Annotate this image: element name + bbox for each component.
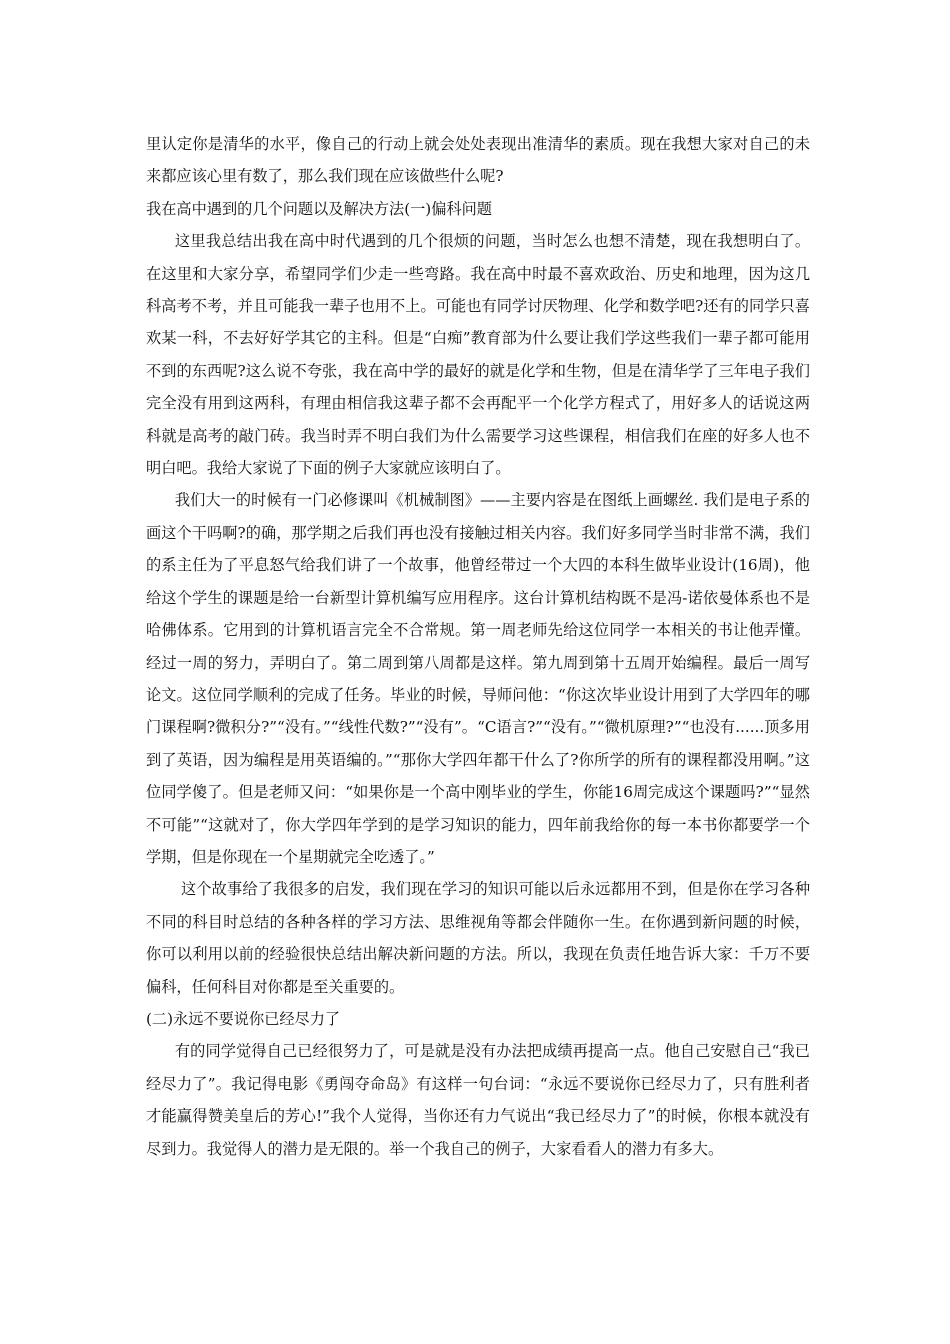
paragraph-mechanical-drawing-story: 我们大一的时候有一门必修课叫《机械制图》——主要内容是在图纸上画螺丝. 我们是电子系的画这个干吗啊?的确，那学期之后我们再也没有接触过相关内容。我们好多同学当时非常不满，我们的系主任为了平息怒气给我们讲了一个故事，他曾经带过一个大四的本科生做毕业设计(16周)，他给这个学生的课题是给一台新型计算机编写应用程序。这台计算机结构既不是冯-诺依曼体系也不是哈佛体系。它用到的计算机语言完全不合常规。第一周老师先给这位同学一本相关的书让他弄懂。经过一周的努力，弄明白了。第二周到第八周都是这样。第九周到第十五周开始编程。最后一周写论文。这位同学顺利的完成了任务。毕业的时候，导师问他：“你这次毕业设计用到了大学四年的哪门课程啊?微积分?”“没有。”“线性代数?”“没有”。“C语言?”“没有。”“微机原理?”“也没有......顶多用到了英语，因为编程是用英语编的。”“那你大学四年都干什么了?你所学的所有的课程都没用啊。”这位同学傻了。但是老师又问：“如果你是一个高中刚毕业的学生，你能16周完成这个课题吗?”“显然不可能”“这就对了，你大学四年学到的是学习知识的能力，四年前我给你的每一本书你都要学一个学期，但是你现在一个星期就完全吃透了。” xyxy=(146,491,810,866)
document-body xyxy=(146,128,810,1165)
section-heading-problems: 我在高中遇到的几个问题以及解决方法(一)偏科问题 xyxy=(146,199,492,218)
paragraph-subject-bias: 这里我总结出我在高中时代遇到的几个很烦的问题，当时怎么也想不清楚，现在我想明白了。在这里和大家分享，希望同学们少走一些弯路。我在高中时最不喜欢政治、历史和地理，因为这几科高考不考，并且可能我一辈子也用不上。可能也有同学讨厌物理、化学和数学吧?还有的同学只喜欢某一科，不去好好学其它的主科。但是“白痴”教育部为什么要让我们学这些我们一辈子都可能用不到的东西呢?这么说不夸张，我在高中学的最好的就是化学和生物，但是在清华学了三年电子我们完全没有用到这两科，有理由相信我这辈子都不会再配平一个化学方程式了，用好多人的话说这两科就是高考的敲门砖。我当时弄不明白我们为什么需要学习这些课程，相信我们在座的好多人也不明白吧。我给大家说了下面的例子大家就应该明白了。 xyxy=(146,232,810,478)
paragraph-story-lesson: 这个故事给了我很多的启发，我们现在学习的知识可能以后永远都用不到，但是你在学习各种不同的科目时总结的各种各样的学习方法、思维视角等都会伴随你一生。在你遇到新问题的时候，你可以利用以前的经验很快总结出解决新问题的方法。所以，我现在负责任地告诉大家：千万不要偏科，任何科目对你都是至关重要的。 xyxy=(146,880,810,996)
section-heading-effort: (二)永远不要说你已经尽力了 xyxy=(146,1009,341,1028)
paragraph-never-say-done-best: 有的同学觉得自己已经很努力了，可是就是没有办法把成绩再提高一点。他自己安慰自己“我已经尽力了”。我记得电影《勇闯夺命岛》有这样一句台词：“永远不要说你已经尽力了，只有胜利者才能赢得赞美皇后的芳心!”我个人觉得，当你还有力气说出“我已经尽力了”的时候，你根本就没有尽到力。我觉得人的潜力是无限的。举一个我自己的例子，大家看看人的潜力有多大。 xyxy=(146,1042,810,1158)
paragraph-continued: 里认定你是清华的水平，像自己的行动上就会处处表现出准清华的素质。现在我想大家对自己的未来都应该心里有数了，那么我们现在应该做些什么呢? xyxy=(146,135,810,186)
